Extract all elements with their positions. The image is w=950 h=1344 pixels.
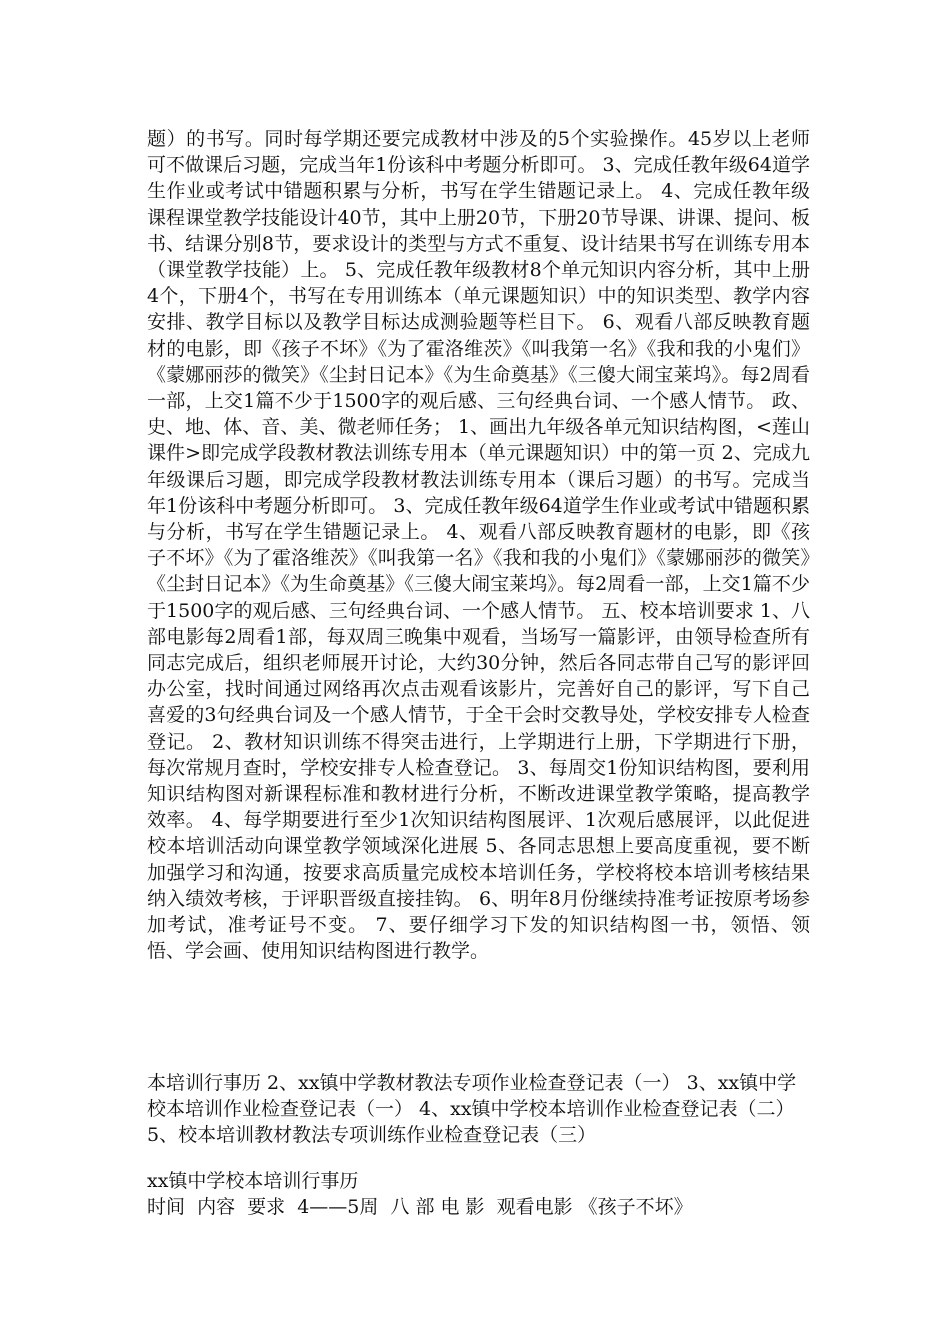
col-time: 时间: [147, 1196, 186, 1218]
body-text: 题）的书写。同时每学期还要完成教材中涉及的5个实验操作。45岁以上老师可不做课后习题，完成当年1份该科中考题分析即可。 3、完成任教年级64道学生作业或考试中错题积累与分析，书写在学生错题记录上。 4、完成任教年级课程课堂教学技能设计40节，其中上册20节，下册20节导课、讲课、提问、板书、结课分别8节，要求设计的类型与方式不重复、设计结果书写在训练专用本（课堂教学技能）上。 5、完成任教年级教材8个单元知识内容分析，其中上册4个，下册4个，书写在专用训练本（单元课题知识）中的知识类型、教学内容安排、教学目标以及教学目标达成测验题等栏目下。 6、观看八部反映教育题材的电影，即《孩子不坏》《为了霍洛维茨》《叫我第一名》《我和我的小鬼们》《蒙娜丽莎的微笑》《尘封日记本》《为生命奠基》《三傻大闹宝莱坞》。每2周看一部，上交1篇不少于1500字的观后感、三句经典台词、一个感人情节。 政、史、地、体、音、美、微老师任务； 1、画出九年级各单元知识结构图，<莲山 课件>即完成学段教材教法训练专用本（单元课题知识）中的第一页 2、完成九年级课后习题，即完成学段教材教法训练专用本（课后习题）的书写。完成当年1份该科中考题分析即可。 3、完成任教年级64道学生作业或考试中错题积累与分析，书写在学生错题记录上。 4、观看八部反映教育题材的电影，即《孩子不坏》《为了霍洛维茨》《叫我第一名》《我和我的小鬼们》《蒙娜丽莎的微笑》《尘封日记本》《为生命奠基》《三傻大闹宝莱坞》。每2周看一部，上交1篇不少于1500字的观后感、三句经典台词、一个感人情节。 五、校本培训要求 1、八部电影每2周看1部，每双周三晚集中观看，当场写一篇影评，由领导检查所有同志完成后，组织老师展开讨论，大约30分钟，然后各同志带自己写的影评回办公室，找时间通过网络再次点击观看该影片，完善好自己的影评，写下自己喜爱的3句经典台词及一个感人情节，于全干会时交教导处，学校安排专人检查登记。 2、教材知识训练不得突击进行，上学期进行上册，下学期进行下册，每次常规月查时，学校安排专人检查登记。 3、每周交1份知识结构图，要利用知识结构图对新课程标准和教材进行分析，不断改进课堂教学策略，提高教学效率。 4、每学期要进行至少1次知识结构图展评、1次观后感展评，以此促进校本培训活动向课堂教学领域深化进展 5、各同志思想上要高度重视，要不断加强学习和沟通，按要求高质量完成校本培训任务，学校将校本培训考核结果纳入绩效考核，于评职晋级直接挂钩。 6、明年8月份继续持准考证按原考场参加考试，准考证号不变。 7、要仔细学习下发的知识结构图一书，领悟、领悟、学会画、使用知识结构图进行教学。: [147, 128, 810, 963]
col-content: 内容: [197, 1196, 236, 1218]
col-requirement: 要求: [247, 1196, 286, 1218]
body-paragraph: [147, 126, 810, 965]
attachments-list: [147, 1070, 810, 1149]
calendar-table-header: [147, 1194, 810, 1220]
row1-requirement: 观看电影 《孩子不坏》: [496, 1196, 693, 1218]
calendar-title-text: xx镇中学校本培训行事历: [147, 1170, 359, 1192]
attachments-text: 本培训行事历 2、xx镇中学教材教法专项作业检查登记表（一） 3、xx镇中学校本培训作业检查登记表（一） 4、xx镇中学校本培训作业检查登记表（二） 5、校本培训教材教法专项训练作业检查登记表（三）: [147, 1072, 797, 1147]
row1-content: 八 部 电 影: [390, 1196, 485, 1218]
calendar-title: [147, 1168, 810, 1194]
row1-week: 4——5周: [297, 1196, 379, 1218]
